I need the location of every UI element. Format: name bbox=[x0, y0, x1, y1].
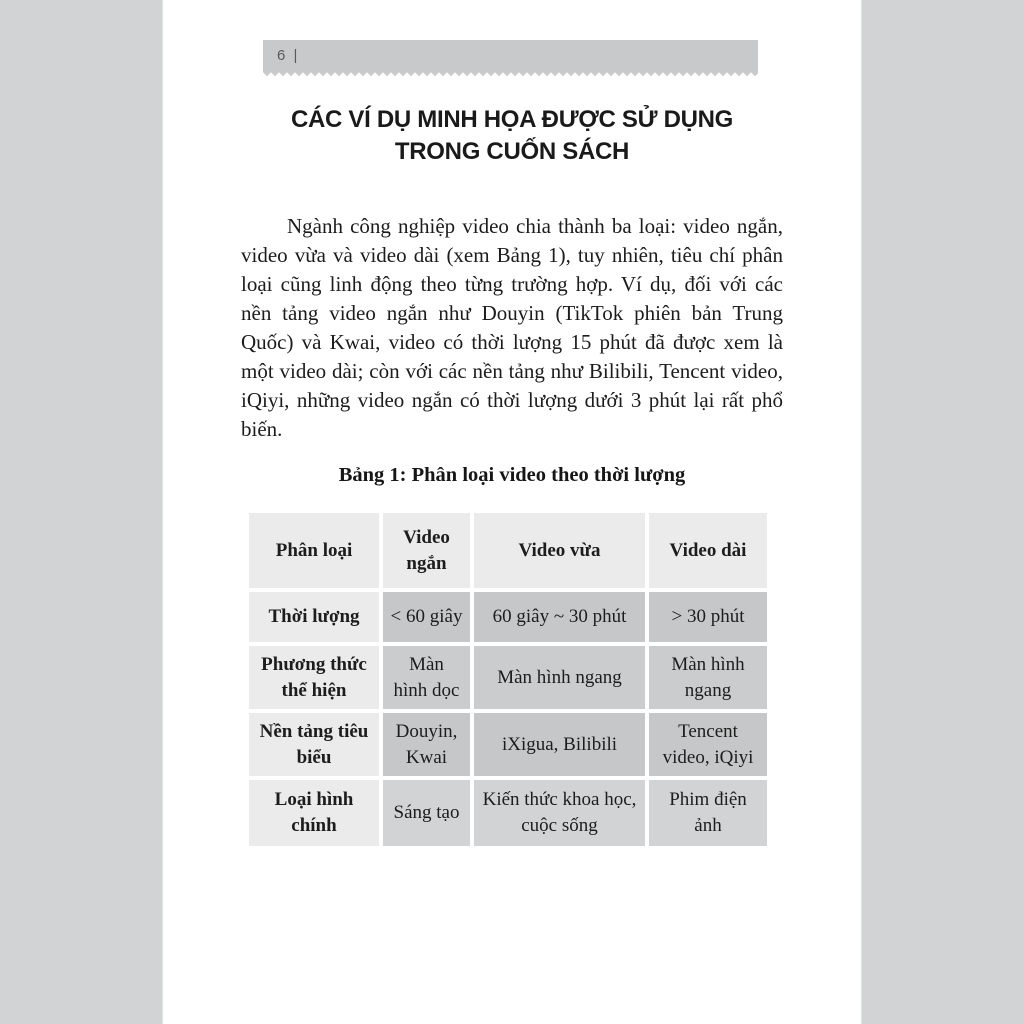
page-header-bar bbox=[263, 40, 758, 72]
table-cell: Kiến thức khoa học, cuộc sống bbox=[474, 780, 645, 846]
column-header-video-dai: Video dài bbox=[649, 513, 767, 588]
table-cell: < 60 giây bbox=[383, 592, 470, 642]
table-cell: iXigua, Bilibili bbox=[474, 713, 645, 776]
page-number: 6 | bbox=[277, 47, 300, 64]
table-cell: Phim điện ảnh bbox=[649, 780, 767, 846]
table-cell: Douyin, Kwai bbox=[383, 713, 470, 776]
page-title-line1: CÁC VÍ DỤ MINH HỌA ĐƯỢC SỬ DỤNG bbox=[290, 106, 734, 133]
body-paragraph: Ngành công nghiệp video chia thành ba loại: video ngắn, video vừa và video dài (xem Bảng 1), tuy nhiên, tiêu chí phân loại cũng linh động theo từng trường hợp. Ví dụ, đối với các nền tảng video ngắn như Douyin (TikTok phiên bản Trung Quốc) và Kwai, video có thời lượng 15 phút đã được xem là một video dài; còn với các nền tảng như Bilibili, Tencent video, iQiyi, những video ngắn có thời lượng dưới 3 phút lại rất phổ biến. bbox=[241, 214, 783, 441]
classification-table bbox=[249, 513, 767, 846]
page-title-line2: TRONG CUỐN SÁCH bbox=[394, 138, 630, 165]
table-cell: Sáng tạo bbox=[383, 780, 470, 846]
table-cell: 60 giây ~ 30 phút bbox=[474, 592, 645, 642]
table-cell: Màn hình dọc bbox=[383, 646, 470, 709]
row-label-thoi-luong: Thời lượng bbox=[249, 592, 379, 642]
table-cell: Màn hình ngang bbox=[474, 646, 645, 709]
column-header-video-ngan: Video ngắn bbox=[383, 513, 470, 588]
row-label-nen-tang: Nền tảng tiêu biểu bbox=[249, 713, 379, 776]
table-caption: Bảng 1: Phân loại video theo thời lượng bbox=[338, 464, 686, 486]
table-cell: Tencent video, iQiyi bbox=[649, 713, 767, 776]
row-label-loai-hinh: Loại hình chính bbox=[249, 780, 379, 846]
page-title bbox=[163, 104, 861, 168]
table-cell: > 30 phút bbox=[649, 592, 767, 642]
column-header-video-vua: Video vừa bbox=[474, 513, 645, 588]
table-cell: Màn hình ngang bbox=[649, 646, 767, 709]
row-label-phuong-thuc: Phương thức thể hiện bbox=[249, 646, 379, 709]
column-header-phan-loai: Phân loại bbox=[249, 513, 379, 588]
book-page bbox=[162, 0, 862, 1024]
